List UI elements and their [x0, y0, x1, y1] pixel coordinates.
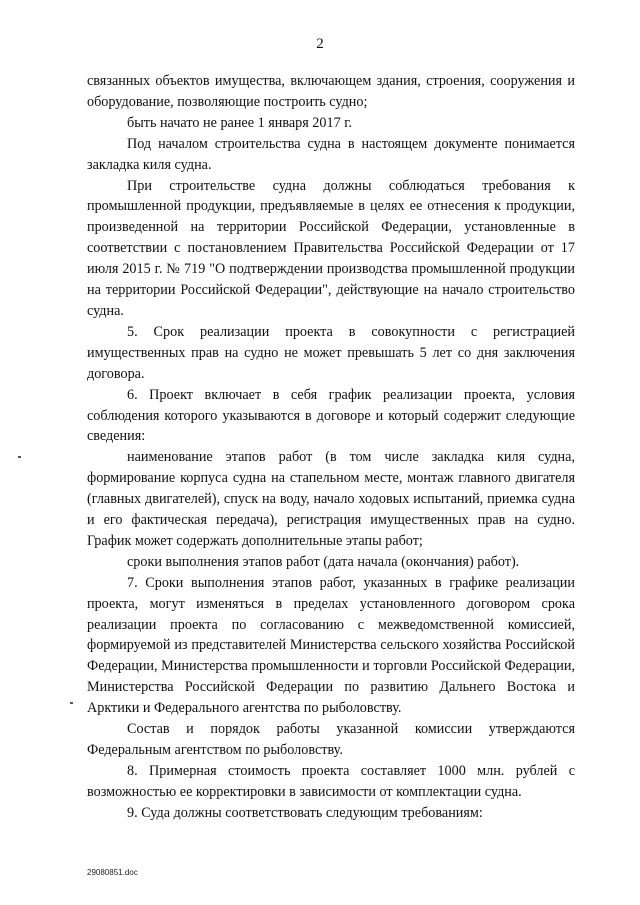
- paragraph: Под началом строительства судна в настоящем документе понимается закладка киля судна.: [87, 135, 575, 173]
- document-body: [87, 71, 575, 824]
- paragraph: наименование этапов работ (в том числе закладка киля судна, формирование корпуса судна на стапельном месте, монтаж главного двигателя (главных двигателей), спуск на воду, начало ходовых испытаний, приемка судна и его фактическая передача), регистрация имущественных прав на судно. График может содержать дополнительные этапы работ;: [87, 449, 575, 549]
- paragraph: При строительстве судна должны соблюдаться требования к промышленной продукции, предъявляемые в целях ее отнесения к продукции, произведенной на территории Российской Федерации, установленные в соответствии с постановлением Правительства Российской Федерации от 17 июля 2015 г. № 719 "О подтверждении производства промышленной продукции на территории Российской Федерации", действующие на начало строительство судна.: [87, 177, 575, 319]
- paragraph: 5. Срок реализации проекта в совокупности с регистрацией имущественных прав на судно не может превышать 5 лет со дня заключения договора.: [87, 323, 575, 382]
- paragraph: 8. Примерная стоимость проекта составляет 1000 млн. рублей с возможностью ее корректировки в зависимости от комплектации судна.: [87, 762, 575, 800]
- paragraph: 9. Суда должны соответствовать следующим требованиям:: [127, 804, 483, 821]
- scan-speck: [18, 456, 21, 458]
- paragraph: 6. Проект включает в себя график реализации проекта, условия соблюдения которого указываются в договоре и который содержит следующие сведения:: [87, 386, 575, 445]
- paragraph: быть начато не ранее 1 января 2017 г.: [127, 114, 352, 131]
- paragraph: 7. Сроки выполнения этапов работ, указанных в графике реализации проекта, могут изменяться в пределах установленного договором срока реализации проекта по согласованию с межведомственной комиссией, формируемой из представителей Министерства сельского хозяйства Российской Федерации, Министерства промышленности и торговли Российской Федерации, Министерства Российской Федерации по развитию Дальнего Востока и Арктики и Федерального агентства по рыболовству.: [87, 574, 575, 717]
- page-number: 2: [316, 36, 324, 52]
- paragraph: связанных объектов имущества, включающем здания, строения, сооружения и оборудование, позволяющие построить судно;: [87, 73, 575, 110]
- paragraph: Состав и порядок работы указанной комиссии утверждаются Федеральным агентством по рыболовству.: [87, 721, 575, 758]
- scan-speck: [70, 702, 73, 704]
- document-file-code: 29080851.doc: [87, 868, 138, 877]
- paragraph: сроки выполнения этапов работ (дата начала (окончания) работ).: [127, 553, 520, 570]
